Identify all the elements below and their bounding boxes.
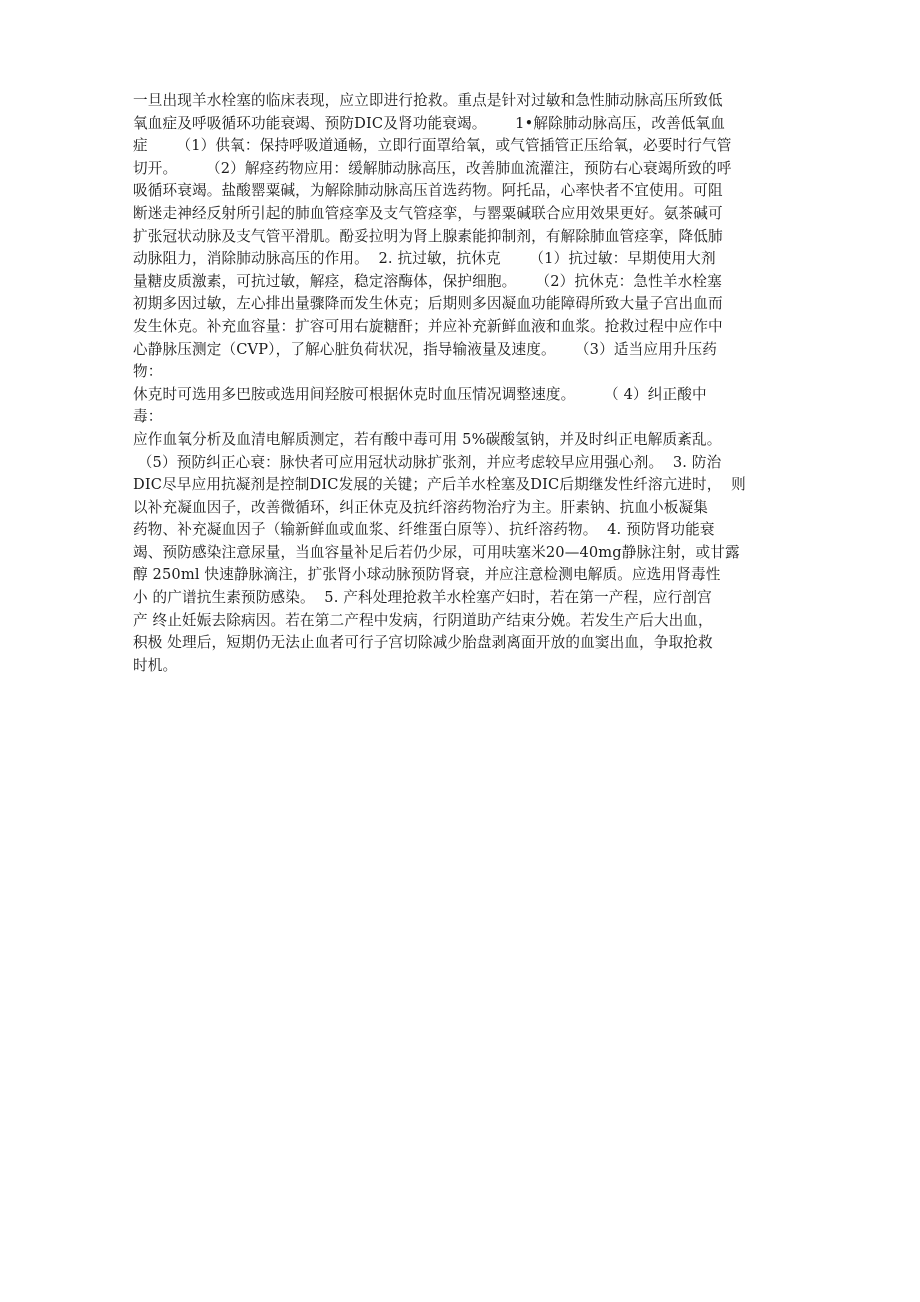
text-line: 物： — [133, 363, 163, 381]
text-line: 断迷走神经反射所引起的肺血管痉挛及支气管痉挛，与罂粟碱联合应用效果更好。氨茶碱可 — [133, 204, 723, 222]
text-line: 时机。 — [133, 656, 178, 674]
text-line: 症 （1）供氧：保持呼吸道通畅，立即行面罩给氧，或气管插管正压给氧，必要时行气管 — [133, 137, 732, 155]
text-line: 产 终止妊娠去除病因。若在第二产程中发病，行阴道助产结束分娩。若发生产后大出血， — [133, 611, 713, 629]
text-line: 初期多因过敏，左心排出量骤降而发生休克；后期则多因凝血功能障碍所致大量子宫出血而 — [133, 295, 723, 313]
text-line: 小 的广谱抗生素预防感染。 5. 产科处理抢救羊水栓塞产妇时，若在第一产程，应行剖宫 — [133, 589, 712, 607]
text-line: 切开。 （2）解痉药物应用：缓解肺动脉高压，改善肺血流灌注，预防右心衰竭所致的呼 — [133, 159, 732, 177]
text-line: 醇 250ml 快速静脉滴注，扩张肾小球动脉预防肾衰，并应注意检测电解质。应选用肾毒性 — [133, 566, 721, 584]
text-line: DIC尽早应用抗凝剂是控制DIC发展的关键；产后羊水栓塞及DIC后期继发性纤溶亢进时， 则 — [133, 476, 746, 494]
text-line: 以补充凝血因子，改善微循环，纠正休克及抗纤溶药物治疗为主。肝素钠、抗血小板凝集 — [133, 498, 709, 516]
text-line: 毒： — [133, 408, 163, 426]
text-line: 一旦出现羊水栓塞的临床表现，应立即进行抢救。重点是针对过敏和急性肺动脉高压所致低 — [133, 92, 723, 109]
body-text — [133, 90, 793, 677]
text-line: 心静脉压测定（CVP），了解心脏负荷状况，指导输液量及速度。 （3）适当应用升压药 — [133, 340, 718, 358]
text-line: 药物、补充凝血因子（输新鲜血或血浆、纤维蛋白原等）、抗纤溶药物。 4. 预防肾功能衰 — [133, 521, 715, 539]
text-line: 动脉阻力，消除肺动脉高压的作用。 2. 抗过敏，抗休克 （1）抗过敏：早期使用大剂 — [133, 250, 716, 268]
text-line: 吸循环衰竭。盐酸罂粟碱，为解除肺动脉高压首选药物。阿托品，心率快者不宜使用。可阻 — [133, 182, 723, 200]
text-line: 氧血症及呼吸循环功能衰竭、预防DIC及肾功能衰竭。 1•解除肺动脉高压，改善低氧血 — [133, 114, 726, 132]
text-line: 发生休克。补充血容量：扩容可用右旋糖酐；并应补充新鲜血液和血浆。抢救过程中应作中 — [133, 317, 723, 335]
text-line: 竭、预防感染注意尿量，当血容量补足后若仍少尿，可用呋塞米20—40mg静脉注射，或甘露 — [133, 543, 740, 561]
text-line: 休克时可选用多巴胺或选用间羟胺可根据休克时血压情况调整速度。 （ 4）纠正酸中 — [133, 385, 707, 403]
text-line: 应作血氧分析及血清电解质测定，若有酸中毒可用 5%碳酸氢钠，并及时纠正电解质紊乱。 — [133, 430, 722, 448]
text-line: 量糖皮质激素，可抗过敏，解痉，稳定溶酶体，保护细胞。 （2）抗休克：急性羊水栓塞 — [133, 272, 722, 290]
text-line: 积极 处理后，短期仍无法止血者可行子宫切除减少胎盘剥离面开放的血窦出血，争取抢救 — [133, 634, 713, 652]
text-line: 扩张冠状动脉及支气管平滑肌。酚妥拉明为肾上腺素能抑制剂，有解除肺血管痉挛，降低肺 — [133, 227, 723, 245]
text-line: （5）预防纠正心衰：脉快者可应用冠状动脉扩张剂，并应考虑较早应用强心剂。 3. 防治 — [133, 453, 722, 471]
